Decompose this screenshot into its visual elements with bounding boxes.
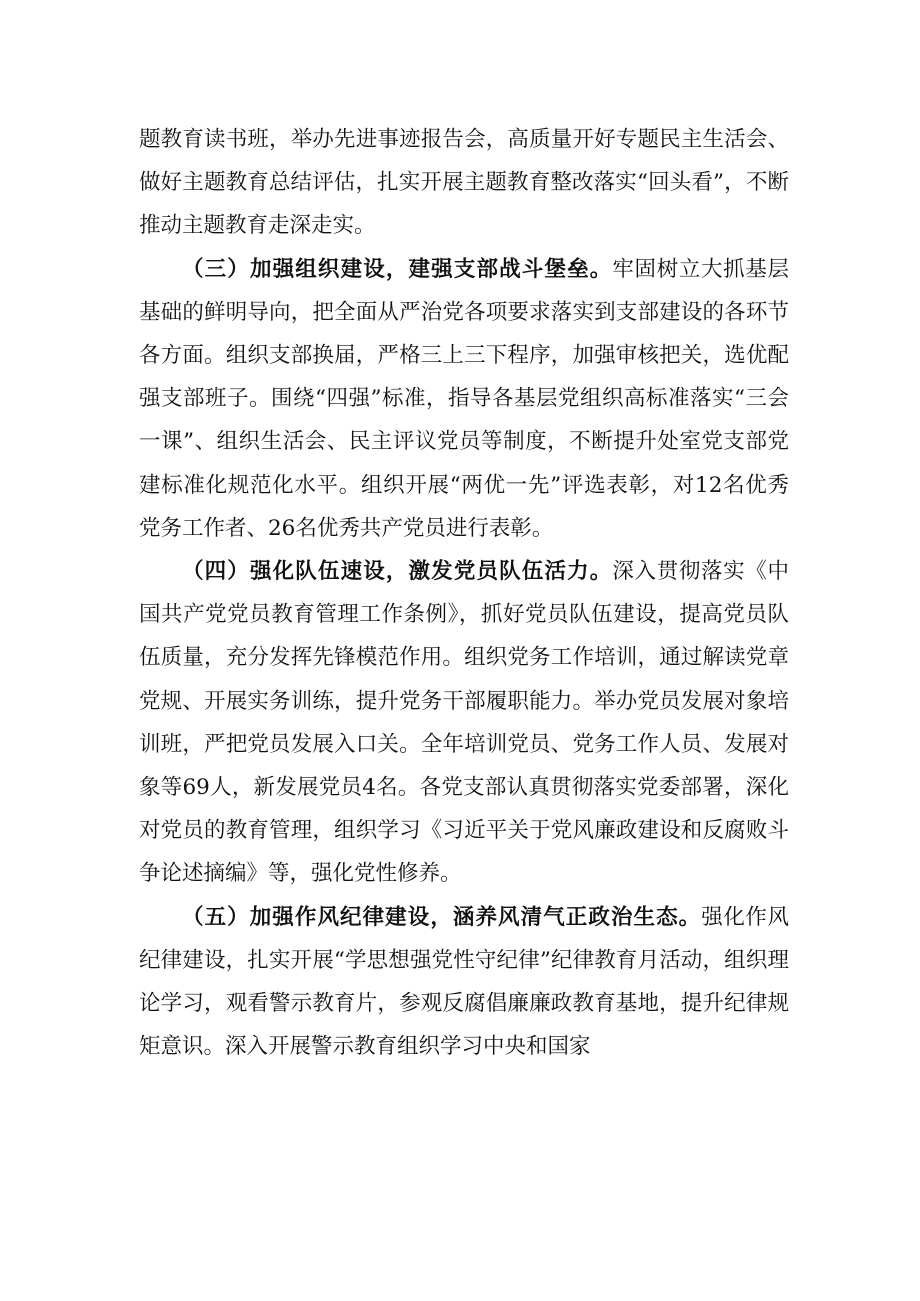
paragraph-team-building [139, 550, 789, 896]
paragraph-body: 题教育读书班，举办先进事迹报告会，高质量开好专题民主生活会、做好主题教育总结评估，扎实开展主题教育整改落实“回头看”，不断推动主题教育走深走实。 [139, 127, 789, 239]
paragraph-heading: （五）加强作风纪律建设，涵养风清气正政治生态。 [182, 904, 702, 930]
paragraph-organization-building [139, 248, 789, 550]
paragraph-body: 牢固树立大抓基层基础的鲜明导向，把全面从严治党各项要求落实到支部建设的各环节各方面。组织支部换届，严格三上三下程序，加强审核把关，选优配强支部班子。围绕“四强”标准，指导各基层党组织高标准落实“三会一课”、组织生活会、民主评议党员等制度，不断提升处室党支部党建标准化规范化水平。组织开展“两优一先”评选表彰，对12名优秀党务工作者、26名优秀共产党员进行表彰。 [139, 256, 789, 541]
paragraph-discipline-building [139, 896, 789, 1069]
paragraph-body: 深入贯彻落实《中国共产党党员教育管理工作条例》，抓好党员队伍建设，提高党员队伍质量，充分发挥先锋模范作用。组织党务工作培训，通过解读党章党规、开展实务训练，提升党务干部履职能力。举办党员发展对象培训班，严把党员发展入口关。全年培训党员、党务工作人员、发展对象等69人，新发展党员4名。各党支部认真贯彻落实党委部署，深化对党员的教育管理，组织学习《习近平关于党风廉政建设和反腐败斗争论述摘编》等，强化党性修养。 [139, 559, 789, 887]
document-page [139, 118, 789, 1068]
paragraph-continuation [139, 118, 789, 248]
paragraph-heading: （四）强化队伍速设，激发党员队伍活力。 [182, 559, 613, 585]
paragraph-heading: （三）加强组织建设，建强支部战斗堡垒。 [182, 256, 613, 282]
paragraph-body: 强化作风纪律建设，扎实开展“学思想强党性守纪律”纪律教育月活动，组织理论学习，观看警示教育片，参观反腐倡廉廉政教育基地，提升纪律规矩意识。深入开展警示教育组织学习中央和国家 [139, 904, 789, 1060]
